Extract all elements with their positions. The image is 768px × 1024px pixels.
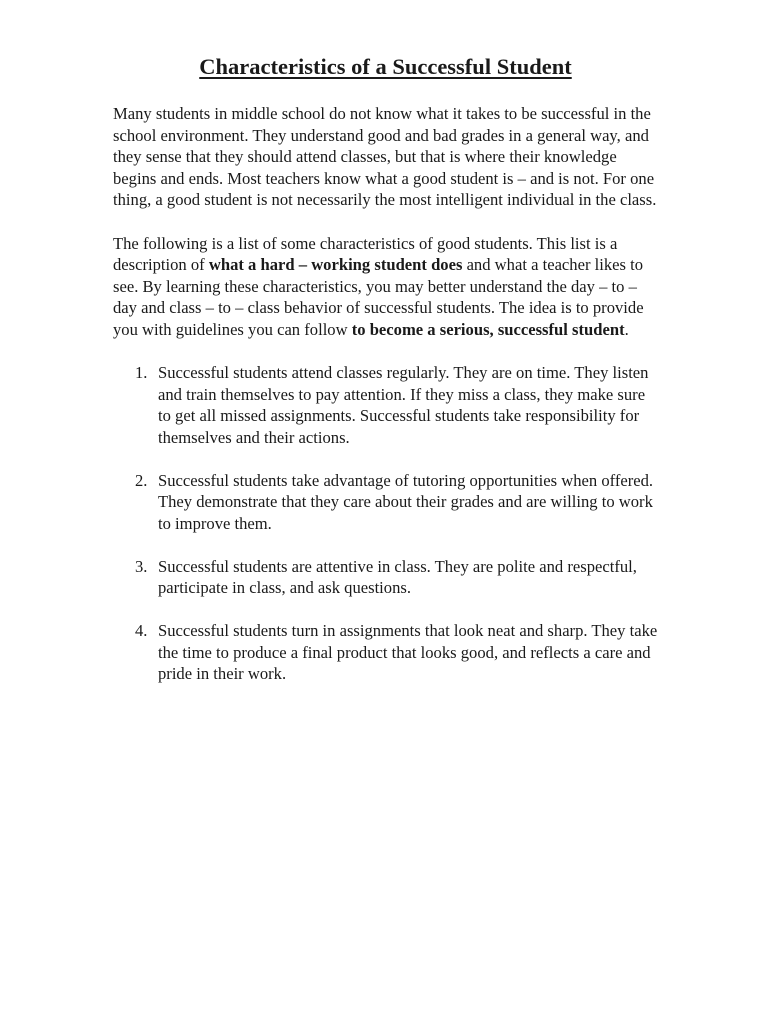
list-item-number: 2. [135, 470, 148, 490]
list-item-text: Successful students are attentive in class. They are polite and respectful, participate in class, and ask questions. [158, 556, 637, 597]
characteristics-list [113, 362, 658, 685]
list-item-number: 1. [135, 363, 148, 382]
bold-phrase-hard-working: what a hard – working student does [208, 255, 463, 274]
paragraph-text: and what a teacher likes to see. By learning these characteristics, you may better understand the day – to – day and class – to – class behavior of successful students. The idea is to provide you with guidelines you can follow [113, 255, 644, 339]
list-item-text: Successful students take advantage of tutoring opportunities when offered. They demonstrate that they care about their grades and are willing to work to improve them. [158, 470, 654, 533]
list-intro-paragraph [113, 233, 658, 341]
list-item-text: Successful students turn in assignments that look neat and sharp. They take the time to produce a final product that looks good, and reflects a care and pride in their work. [158, 621, 658, 683]
list-item-text: Successful students attend classes regularly. They are on time. They listen and train themselves to pay attention. If they miss a class, they make sure to get all missed assignments. Successful students take responsibility for themselves and their actions. [158, 363, 649, 447]
paragraph-text: The following is a list of some characteristics of good students. This list is a description of [113, 233, 618, 274]
paragraph-text: . [624, 319, 629, 339]
list-item-number: 4. [135, 621, 148, 640]
list-item [113, 556, 658, 599]
list-item [113, 620, 658, 685]
list-item-number: 3. [135, 556, 148, 576]
intro-paragraph: Many students in middle school do not know what it takes to be successful in the school environment. They understand good and bad grades in a general way, and they sense that they should attend classes, but that is where their knowledge begins and ends. Most teachers know what a good student is – and is not. For one thing, a good student is not necessarily the most intelligent individual in the class. [113, 104, 657, 209]
document-page [113, 52, 658, 706]
bold-phrase-serious-student: to become a serious, successful student [351, 319, 625, 339]
document-title: Characteristics of a Successful Student [199, 54, 572, 79]
list-item [113, 362, 658, 448]
list-item [113, 470, 658, 535]
